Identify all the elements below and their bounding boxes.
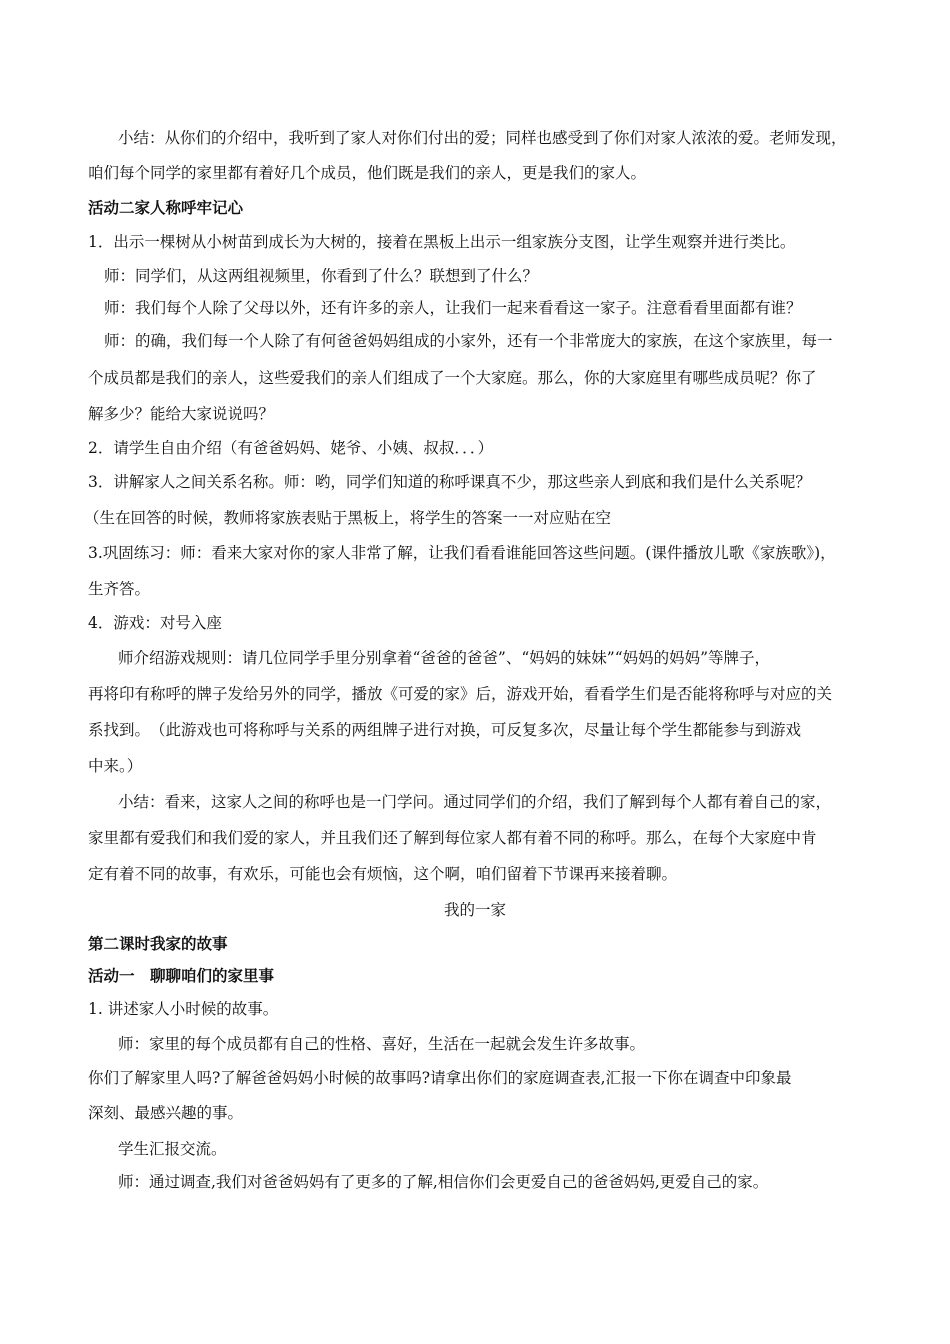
summary-paragraph-line-1: 小结：从你们的介绍中，我听到了家人对你们付出的爱；同样也感受到了你们对家人浓浓的爱。老师发现， xyxy=(118,129,847,147)
lesson-two-step-1: 1. 讲述家人小时候的故事。 xyxy=(88,1000,279,1018)
summary-2-line-2: 家里都有爱我们和我们爱的家人，并且我们还了解到每位家人都有着不同的称呼。那么，在每个大家庭中肯 xyxy=(88,829,817,847)
survey-line-1: 你们了解家里人吗?了解爸爸妈妈小时候的故事吗?请拿出你们的家庭调查表,汇报一下你在调查中印象最 xyxy=(88,1069,792,1087)
step-3-text: 3．讲解家人之间关系名称。师：哟，同学们知道的称呼课真不少，那这些亲人到底和我们是什么关系呢？ xyxy=(88,473,811,491)
step-2-text: 2．请学生自由介绍（有爸爸妈妈、姥爷、小姨、叔叔．．．） xyxy=(88,439,494,457)
section-title: 我的一家 xyxy=(443,901,506,919)
game-rules-line-2: 再将印有称呼的牌子发给另外的同学，播放《可爱的家》后，游戏开始，看看学生们是否能将称呼与对应的关 xyxy=(88,685,833,703)
teacher-line-2: 师：我们每个人除了父母以外，还有许多的亲人，让我们一起来看看这一家子。注意看看里面都有谁？ xyxy=(104,299,802,317)
step-4-text: 4．游戏：对号入座 xyxy=(88,614,222,632)
consolidation-line-2: 生齐答。 xyxy=(88,580,151,598)
game-rules-line-1: 师介绍游戏规则：请几位同学手里分别拿着“爸爸的爸爸”、“妈妈的妹妹”“妈妈的妈妈”等牌子， xyxy=(118,649,771,667)
game-rules-line-3: 系找到。 （此游戏也可将称呼与关系的两组牌子进行对换，可反复多次，尽量让每个学生都能参与到游戏 xyxy=(88,721,802,739)
teacher-line-3: 师：的确，我们每一个人除了有何爸爸妈妈组成的小家外，还有一个非常庞大的家族，在这个家族里，每一 xyxy=(104,332,833,350)
lesson-two-heading: 第二课时我家的故事 xyxy=(88,935,228,953)
step-1-text: 1．出示一棵树从小树苗到成长为大树的，接着在黑板上出示一组家族分支图，让学生观察并进行类比。 xyxy=(88,233,796,251)
game-rules-line-4: 中来。） xyxy=(88,757,143,775)
teacher-conclusion-line: 师：通过调查,我们对爸爸妈妈有了更多的了解,相信你们会更爱自己的爸爸妈妈,更爱自己的家。 xyxy=(118,1173,769,1191)
step-3-note: （生在回答的时候，教师将家族表贴于黑板上，将学生的答案一一对应贴在空 xyxy=(84,509,612,527)
activity-two-heading: 活动二家人称呼牢记心 xyxy=(88,199,244,217)
summary-2-line-1: 小结：看来，这家人之间的称呼也是一门学问。通过同学们的介绍，我们了解到每个人都有着自己的家， xyxy=(118,793,832,811)
activity-one-heading: 活动一 聊聊咱们的家里事 xyxy=(88,967,275,985)
summary-paragraph-line-2: 咱们每个同学的家里都有着好几个成员，他们既是我们的亲人，更是我们的家人。 xyxy=(88,164,647,182)
teacher-story-line: 师：家里的每个成员都有自己的性格、喜好，生活在一起就会发生许多故事。 xyxy=(118,1035,646,1053)
teacher-line-3-cont-1: 个成员都是我们的亲人，这些爱我们的亲人们组成了一个大家庭。那么，你的大家庭里有哪些成员呢？你了 xyxy=(88,369,817,387)
teacher-line-3-cont-2: 解多少？能给大家说说吗？ xyxy=(88,405,275,423)
teacher-line-1: 师：同学们，从这两组视频里，你看到了什么？联想到了什么？ xyxy=(104,267,539,285)
consolidation-line-1: 3.巩固练习：师：看来大家对你的家人非常了解，让我们看看谁能回答这些问题。(课件播放儿歌《家族歌》)， xyxy=(88,544,836,562)
summary-2-line-3: 定有着不同的故事，有欢乐，可能也会有烦恼，这个啊，咱们留着下节课再来接着聊。 xyxy=(88,865,678,883)
survey-line-2: 深刻、最感兴趣的事。 xyxy=(88,1104,244,1122)
student-report-line: 学生汇报交流。 xyxy=(118,1140,227,1158)
